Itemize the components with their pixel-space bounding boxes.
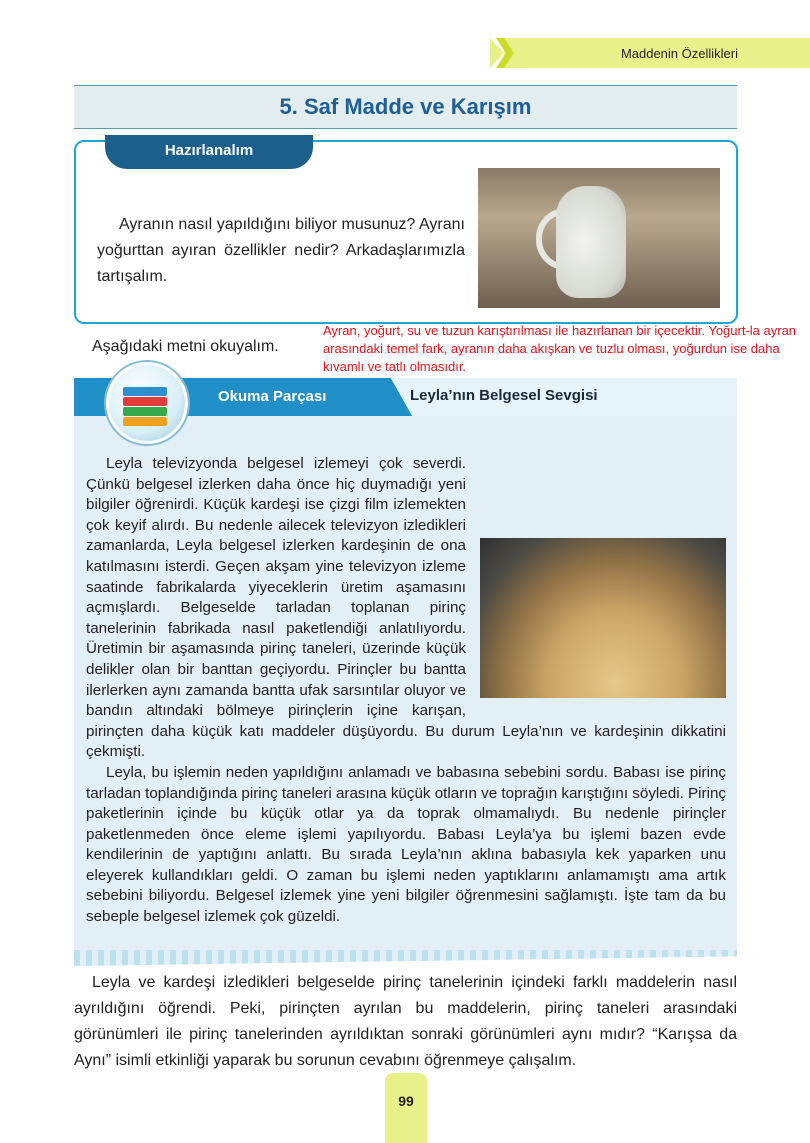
reading-label: Okuma Parçası: [218, 388, 327, 405]
books-icon: [106, 362, 188, 444]
page-number: 99: [385, 1073, 427, 1143]
reading-instruction: Aşağıdaki metni okuyalım.: [92, 338, 279, 355]
closing-paragraph: Leyla ve kardeşi izledikleri belgeselde pirinç tanelerinin içindeki farklı maddelerin nasıl ayrıldığını öğrendi. Peki, pirinçten ayrılan bu maddelerin, pirinç taneleri arasındaki görünümleri ile pirinç tanelerinden ayrıldıktan sonraki görünümleri aynı mıdır? “Karışsa da Aynı” isimli etkinliği yaparak bu sorunun cevabını öğrenmeye çalışalım.: [74, 974, 737, 1069]
book-shape-green: [123, 407, 167, 416]
ayran-jug-photo: [478, 168, 720, 308]
reading-paragraph-1: Leyla televizyonda belgesel izlemeyi çok severdi. Çünkü belgesel izlerken daha önce hiç duymadığı yeni bilgiler öğrenirdi. Küçük kardeşi ise çizgi film izlemekten çok keyif alırdı. Bu nedenle ailecek televizyon izledikleri zamanlarda, Leyla belgesel izlerken kardeşinin de ona katılmasını isterdi. Geçen akşam yine televizyon izleme saatinde fabrikalarda yiyeceklerin üretim aşamasını açmışlardı. Belgeselde tarladan toplanan pirinç tanelerinin fabrikada nasıl paketlendiği anlatılıyordu. Üretimin bir aşamasında pirinç taneleri, üzerinde küçük delikler olan bir banttan geçiyordu. Pirinçler bu bantta ilerlerken aynı zamanda bantta ufak sarsıntılar oluyor ve bandın altındaki bölmeye pirinçlerin içine karışan, pirinçten daha küçük katı maddeler düşüyordu. Bu durum Leyla’nın ve kardeşinin dikkatini çekmişti.: [86, 455, 726, 761]
reading-title: Leyla’nın Belgesel Sevgisi: [410, 387, 598, 404]
preparation-question: Ayranın nasıl yapıldığını biliyor musunuz? Ayranı yoğurttan ayıran özellikler nedir? Arkadaşlarımızla tartışalım.: [97, 216, 465, 285]
preparation-tab: Hazırlanalım: [105, 135, 313, 169]
book-shape-blue: [123, 387, 167, 396]
closing-text: [74, 970, 737, 1074]
jug-shape: [556, 186, 626, 298]
book-shape-red: [123, 397, 167, 406]
book-shape-orange: [123, 417, 167, 426]
reading-text: [86, 454, 726, 928]
reading-box-bottom-edge: [74, 950, 737, 966]
reading-paragraph-2: Leyla, bu işlemin neden yapıldığını anlamadı ve babasına sebebini sordu. Babası ise pirinç tarladan toplandığında pirinç taneleri arasına küçük otların ve toprağın karıştığını söyledi. Pirinç paketlerinin içinde bu küçük otlar ya da toprak olmamalıydı. Bu nedenle pirinçler paketlenmeden önce eleme işlemi yapılıyordu. Babası Leyla’ya bu işlemi bazen evde kendilerinin de yaptığını anlattı. Bu sırada Leyla’nın aklına babasıyla kek yaparken unu eleyerek kullandıkları geldi. O zaman bu işlemi neden yaptıklarını anlamamıştı ama artık sebebini biliyordu. Belgesel izlemek yine yeni bilgiler öğrenmesini sağlamıştı. İşte tam da bu sebeple belgesel izlemek çok güzeldi.: [86, 763, 726, 926]
answer-note: Ayran, yoğurt, su ve tuzun karıştırılması ile hazırlanan bir içecektir. Yoğurt-la ayran arasındaki temel fark, ayranın daha akışkan ve tuzlu olması, yoğurdun ise daha kıvamlı ve tatlı olmasıdır.: [323, 323, 797, 374]
section-title: Maddenin Özellikleri: [620, 46, 738, 61]
rice-sieve-photo: [480, 538, 726, 698]
chapter-title: 5. Saf Madde ve Karışım: [74, 85, 737, 129]
